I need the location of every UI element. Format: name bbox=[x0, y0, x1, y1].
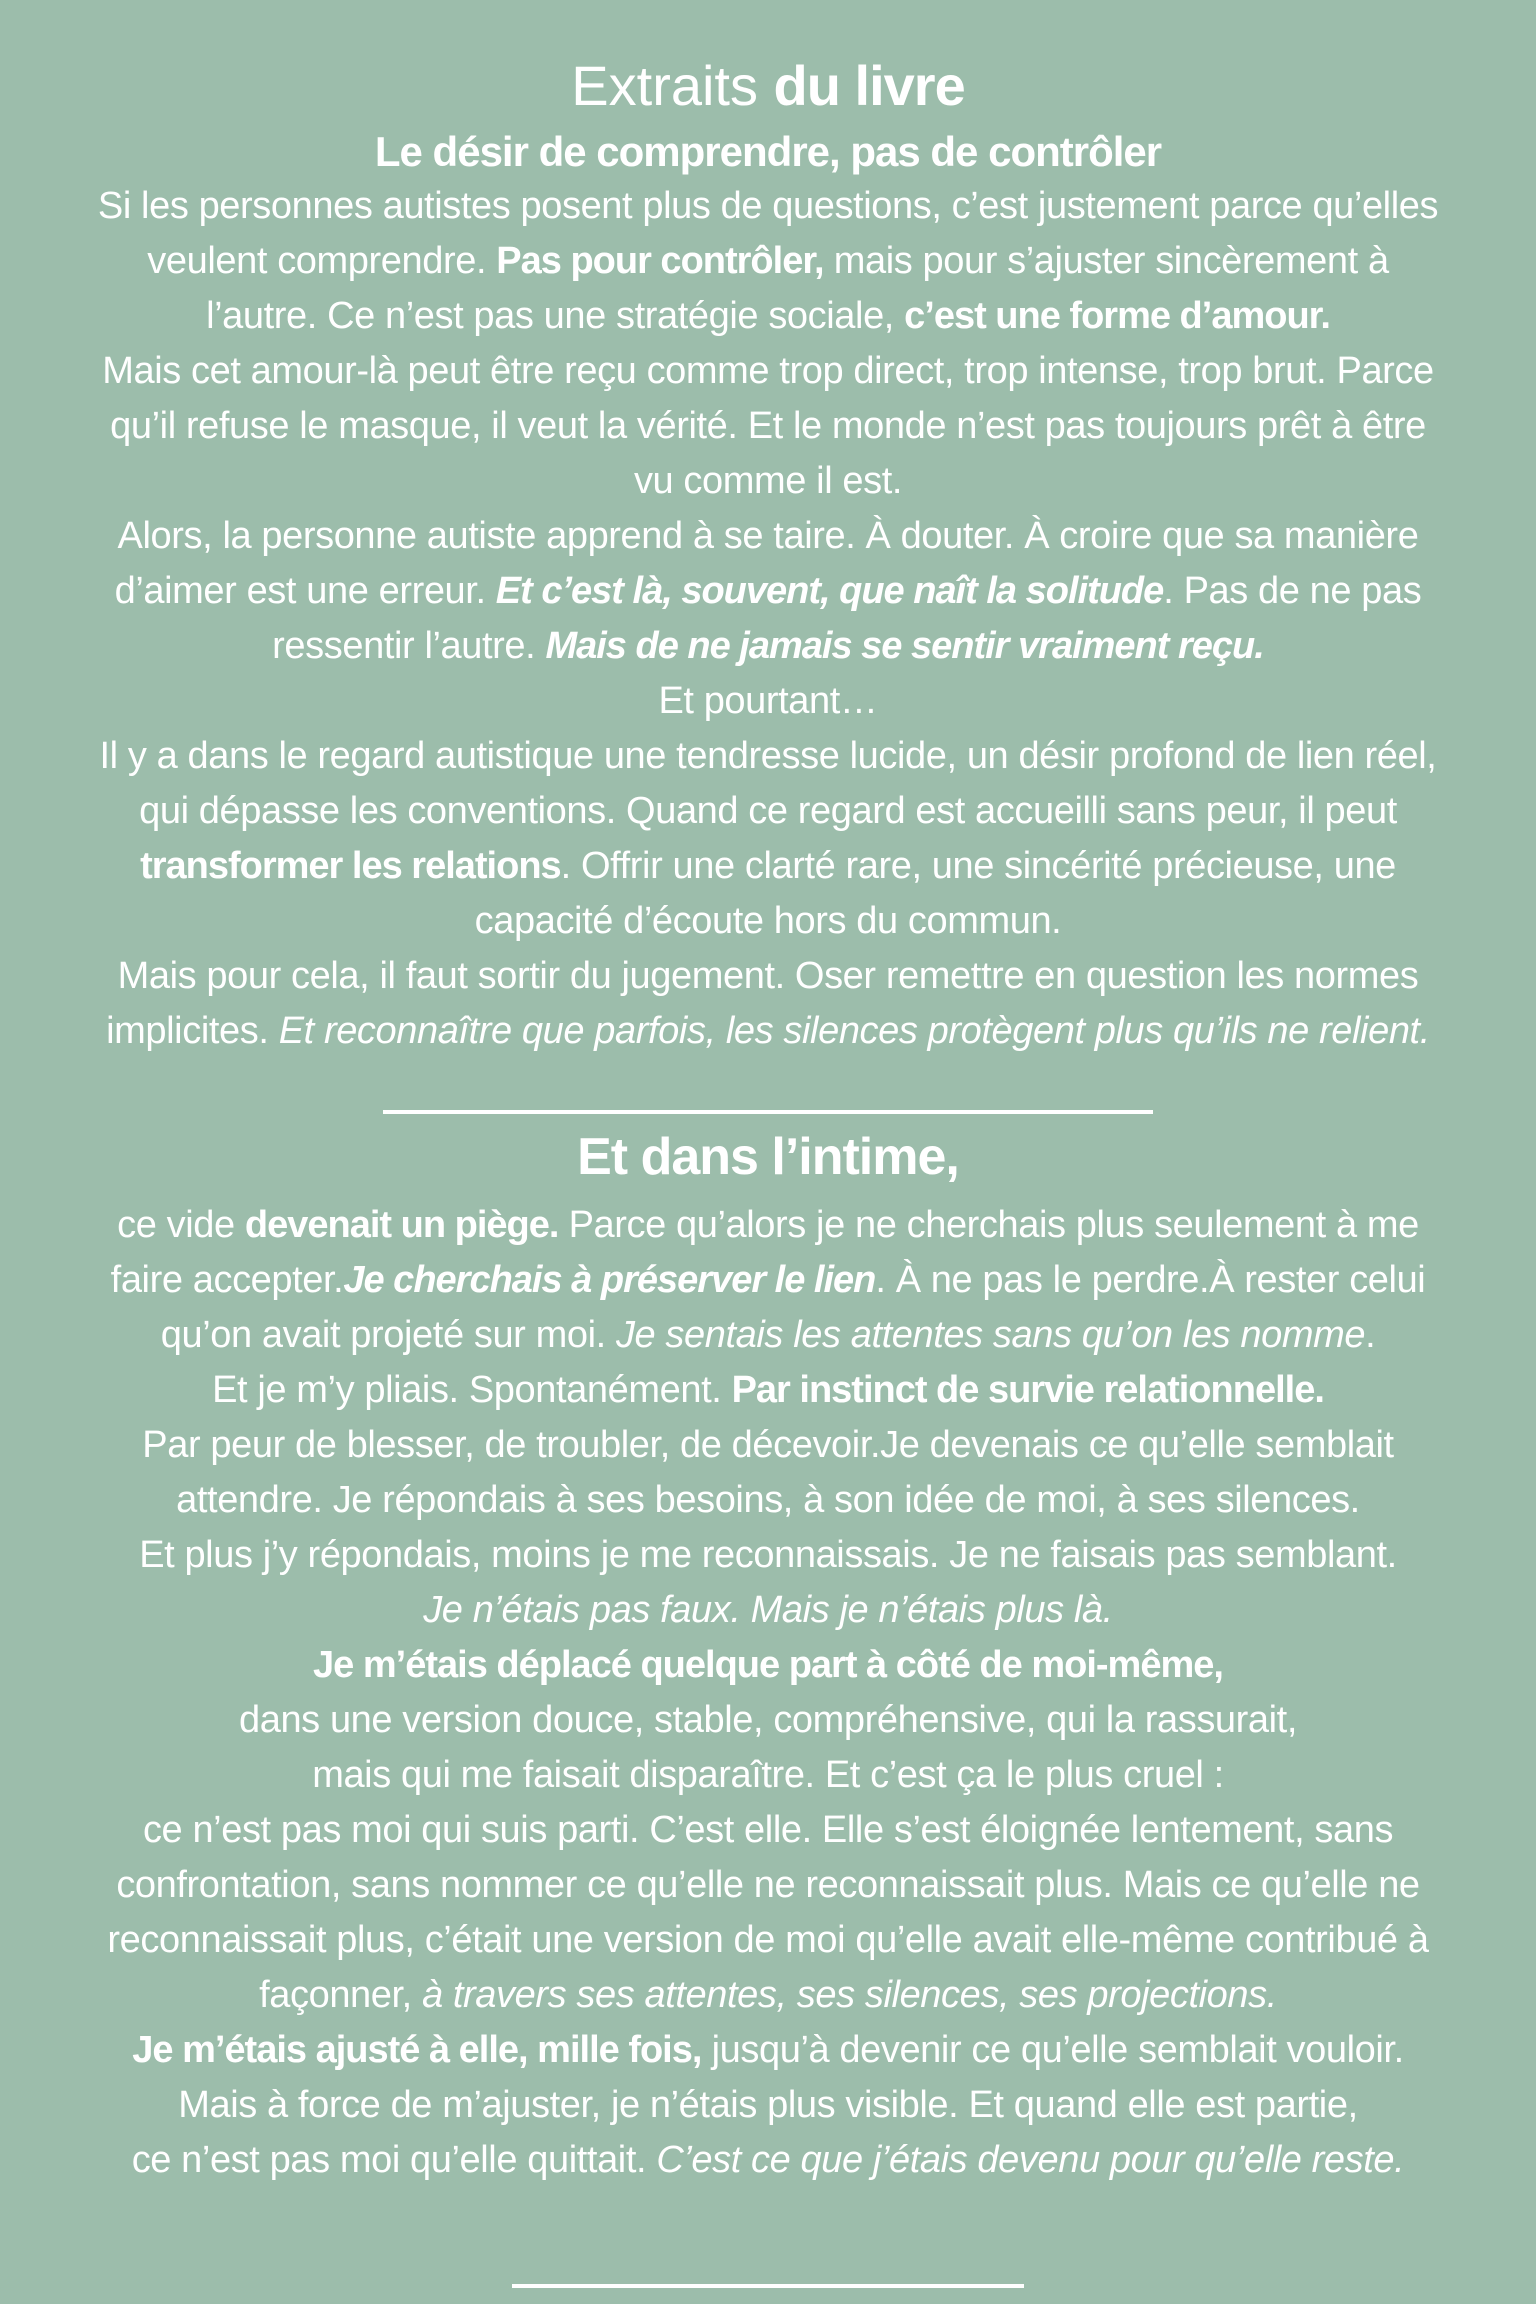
text-span: ce vide bbox=[117, 1204, 245, 1246]
text-line bbox=[0, 2023, 1536, 2078]
text-span: devenait un piège. bbox=[244, 1204, 559, 1246]
text-span: veulent comprendre. bbox=[147, 240, 497, 282]
text-line bbox=[0, 1968, 1536, 2023]
text-span: jusqu’à devenir ce qu’elle semblait vouloir. bbox=[701, 2029, 1404, 2071]
text-span: C’est ce que j’étais devenu pour qu’elle reste. bbox=[656, 2139, 1405, 2181]
text-span: Je n’étais pas faux. Mais je n’étais plus là. bbox=[423, 1589, 1113, 1631]
text-line bbox=[0, 949, 1536, 1004]
text-span: d’aimer est une erreur. bbox=[114, 570, 496, 612]
section-1-title bbox=[0, 124, 1536, 179]
text-line bbox=[0, 839, 1536, 894]
text-span: Je sentais les attentes sans qu’on les nomme bbox=[615, 1314, 1366, 1356]
text-span: Si les personnes autistes posent plus de questions, c’est justement parce qu’elles bbox=[97, 185, 1439, 227]
section-2-title bbox=[0, 1124, 1536, 1190]
text-span: confrontation, sans nommer ce qu’elle ne reconnaissait plus. Mais ce qu’elle ne bbox=[116, 1864, 1420, 1906]
text-line bbox=[0, 2133, 1536, 2188]
text-line bbox=[0, 894, 1536, 949]
text-span: transformer les relations bbox=[140, 845, 561, 887]
text-span: Je cherchais à préserver le lien bbox=[343, 1259, 876, 1301]
text-span: Et je m’y pliais. Spontanément. bbox=[212, 1369, 732, 1411]
text-span: Mais pour cela, il faut sortir du jugement. Oser remettre en question les normes bbox=[117, 955, 1419, 997]
text-span: Il y a dans le regard autistique une tendresse lucide, un désir profond de lien réel, bbox=[99, 735, 1437, 777]
text-line bbox=[0, 1473, 1536, 1528]
text-span: Et pourtant… bbox=[658, 680, 878, 722]
text-line bbox=[0, 674, 1536, 729]
text-span: Extraits bbox=[571, 54, 774, 117]
text-line bbox=[0, 454, 1536, 509]
text-line bbox=[0, 1638, 1536, 1693]
text-line bbox=[0, 1528, 1536, 1583]
text-span: . bbox=[1365, 1314, 1376, 1356]
text-span: vu comme il est. bbox=[633, 460, 903, 502]
text-span: à travers ses attentes, ses silences, ses projections. bbox=[422, 1974, 1277, 2016]
text-span: Et reconnaître que parfois, les silences protègent plus qu’ils ne relient. bbox=[278, 1010, 1430, 1052]
text-line bbox=[0, 1004, 1536, 1059]
text-span: reconnaissait plus, c’était une version de moi qu’elle avait elle-même contribué à bbox=[107, 1919, 1429, 1961]
text-line bbox=[0, 344, 1536, 399]
text-line bbox=[0, 564, 1536, 619]
text-span: du livre bbox=[773, 54, 965, 117]
text-span: Le désir de comprendre, pas de contrôler bbox=[374, 128, 1162, 175]
text-line bbox=[0, 234, 1536, 289]
page-title bbox=[0, 48, 1536, 124]
text-span: Mais à force de m’ajuster, je n’étais plus visible. Et quand elle est partie, bbox=[178, 2084, 1358, 2126]
text-line bbox=[0, 1858, 1536, 1913]
text-span: . Offrir une clarté rare, une sincérité précieuse, une bbox=[560, 845, 1396, 887]
text-span: implicites. bbox=[106, 1010, 279, 1052]
text-span: façonner, bbox=[259, 1974, 422, 2016]
text-span: l’autre. Ce n’est pas une stratégie sociale, bbox=[206, 295, 905, 337]
text-span: ce n’est pas moi qu’elle quittait. bbox=[131, 2139, 657, 2181]
text-span: qui dépasse les conventions. Quand ce regard est accueilli sans peur, il peut bbox=[139, 790, 1397, 832]
text-span: faire accepter. bbox=[110, 1259, 344, 1301]
text-span: Et dans l’intime, bbox=[577, 1128, 959, 1186]
text-line bbox=[0, 1693, 1536, 1748]
text-span: Par instinct de survie relationnelle. bbox=[731, 1369, 1324, 1411]
bottom-divider bbox=[512, 2284, 1024, 2288]
text-span: Je m’étais déplacé quelque part à côté de moi-même, bbox=[313, 1644, 1223, 1686]
text-span: Et plus j’y répondais, moins je me reconnaissais. Je ne faisais pas semblant. bbox=[139, 1534, 1397, 1576]
text-line bbox=[0, 1198, 1536, 1253]
text-span: . À ne pas le perdre.À rester celui bbox=[875, 1259, 1426, 1301]
text-span: Par peur de blesser, de troubler, de décevoir.Je devenais ce qu’elle semblait bbox=[142, 1424, 1394, 1466]
text-line bbox=[0, 729, 1536, 784]
text-span: ce n’est pas moi qui suis parti. C’est elle. Elle s’est éloignée lentement, sans bbox=[142, 1809, 1394, 1851]
text-line bbox=[0, 619, 1536, 674]
text-span: dans une version douce, stable, compréhensive, qui la rassurait, bbox=[238, 1699, 1297, 1741]
text-span: Alors, la personne autiste apprend à se taire. À douter. À croire que sa manière bbox=[117, 515, 1419, 557]
text-span: Parce qu’alors je ne cherchais plus seulement à me bbox=[558, 1204, 1419, 1246]
text-span: Mais de ne jamais se sentir vraiment reçu. bbox=[545, 625, 1264, 667]
text-line bbox=[0, 1418, 1536, 1473]
text-line bbox=[0, 1583, 1536, 1638]
text-line bbox=[0, 289, 1536, 344]
text-line bbox=[0, 509, 1536, 564]
text-line bbox=[0, 1308, 1536, 1363]
text-line bbox=[0, 399, 1536, 454]
text-span: qu’il refuse le masque, il veut la vérité. Et le monde n’est pas toujours prêt à être bbox=[110, 405, 1426, 447]
text-span: Et c’est là, souvent, que naît la solitude bbox=[495, 570, 1164, 612]
section-divider bbox=[383, 1110, 1153, 1114]
text-span: Mais cet amour-là peut être reçu comme trop direct, trop intense, trop brut. Parce bbox=[102, 350, 1434, 392]
text-span: attendre. Je répondais à ses besoins, à son idée de moi, à ses silences. bbox=[176, 1479, 1360, 1521]
text-line bbox=[0, 1748, 1536, 1803]
text-span: Je m’étais ajusté à elle, mille fois, bbox=[132, 2029, 702, 2071]
text-line bbox=[0, 179, 1536, 234]
text-line bbox=[0, 1363, 1536, 1418]
text-span: ressentir l’autre. bbox=[272, 625, 546, 667]
text-span: mais qui me faisait disparaître. Et c’est ça le plus cruel : bbox=[312, 1754, 1224, 1796]
text-span: capacité d’écoute hors du commun. bbox=[474, 900, 1062, 942]
text-span: Pas pour contrôler, bbox=[496, 240, 824, 282]
text-span: . Pas de ne pas bbox=[1163, 570, 1422, 612]
text-line bbox=[0, 1913, 1536, 1968]
text-line bbox=[0, 2078, 1536, 2133]
text-span: c’est une forme d’amour. bbox=[904, 295, 1330, 337]
text-span: mais pour s’ajuster sincèrement à bbox=[823, 240, 1389, 282]
text-line bbox=[0, 1253, 1536, 1308]
text-line bbox=[0, 784, 1536, 839]
text-span: qu’on avait projeté sur moi. bbox=[160, 1314, 616, 1356]
text-line bbox=[0, 1803, 1536, 1858]
